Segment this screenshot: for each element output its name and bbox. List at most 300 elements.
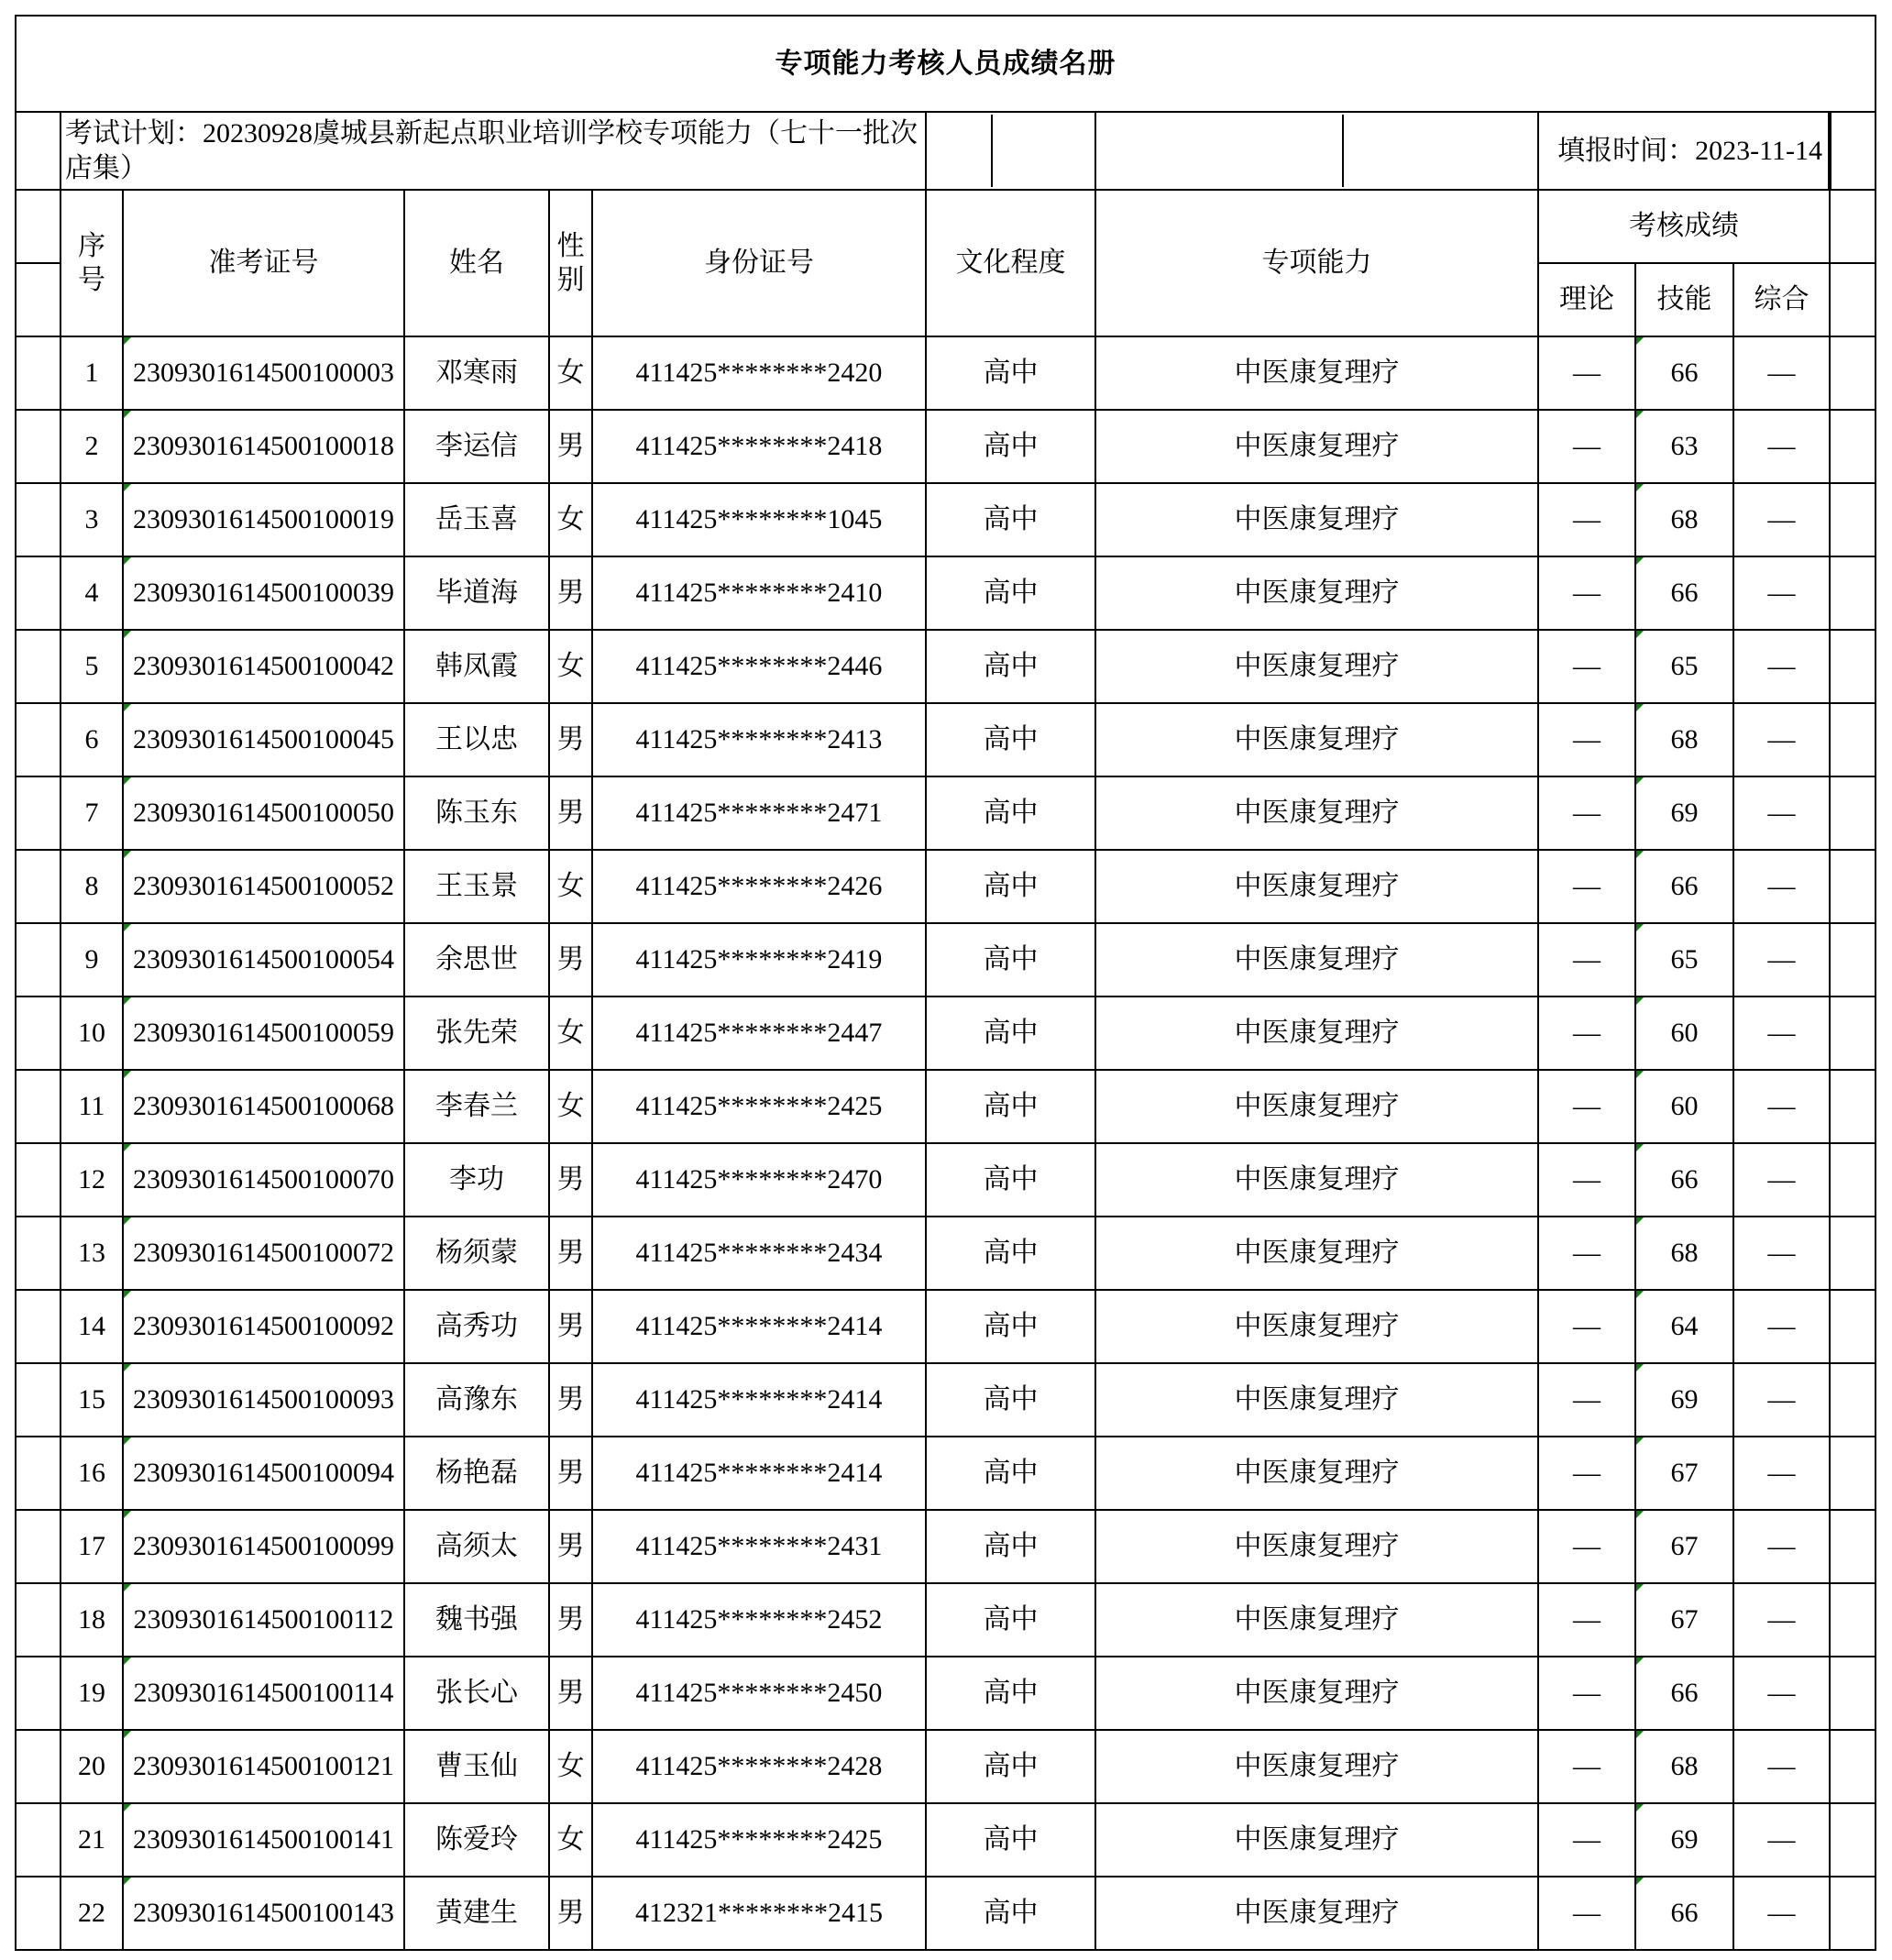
cell-id-number[interactable]: 411425********2447 — [592, 997, 926, 1070]
blank-cell[interactable] — [1830, 776, 1876, 850]
table-body — [16, 336, 1876, 1950]
cell-gender[interactable]: 女 — [549, 1070, 592, 1143]
blank-cell[interactable] — [16, 1803, 60, 1877]
cell-exam-id[interactable]: 2309301614500100042 — [123, 630, 404, 703]
cell-overall[interactable]: — — [1733, 850, 1830, 923]
cell-name[interactable]: 岳玉喜 — [404, 483, 549, 556]
blank-cell[interactable] — [1830, 1877, 1876, 1950]
cell-overall[interactable]: — — [1733, 923, 1830, 997]
cell-exam-id[interactable]: 2309301614500100099 — [123, 1510, 404, 1583]
blank-cell[interactable] — [16, 997, 60, 1070]
cell-name[interactable]: 余思世 — [404, 923, 549, 997]
blank-cell[interactable] — [16, 190, 60, 263]
cell-education[interactable]: 高中 — [926, 1363, 1095, 1437]
blank-cell[interactable] — [1830, 336, 1876, 410]
blank-cell[interactable] — [1830, 630, 1876, 703]
cell-skill[interactable]: 67 — [1635, 1583, 1733, 1657]
blank-cell[interactable] — [1830, 923, 1876, 997]
cell-theory[interactable]: — — [1538, 1437, 1635, 1510]
blank-cell[interactable] — [16, 1363, 60, 1437]
cell-specialty[interactable]: 中医康复理疗 — [1095, 1290, 1538, 1363]
cell-education[interactable]: 高中 — [926, 703, 1095, 776]
cell-id-number[interactable]: 411425********2431 — [592, 1510, 926, 1583]
cell-id-number[interactable]: 411425********2414 — [592, 1290, 926, 1363]
blank-cell[interactable] — [1830, 410, 1876, 483]
cell-theory[interactable]: — — [1538, 776, 1635, 850]
cell-education[interactable]: 高中 — [926, 1437, 1095, 1510]
cell-skill[interactable]: 69 — [1635, 1803, 1733, 1877]
cell-specialty[interactable]: 中医康复理疗 — [1095, 410, 1538, 483]
cell-education[interactable]: 高中 — [926, 630, 1095, 703]
cell-seq[interactable]: 17 — [60, 1510, 123, 1583]
cell-seq[interactable]: 20 — [60, 1730, 123, 1803]
cell-theory[interactable]: — — [1538, 997, 1635, 1070]
blank-cell[interactable] — [1830, 1437, 1876, 1510]
cell-specialty[interactable]: 中医康复理疗 — [1095, 1583, 1538, 1657]
cell-exam-id[interactable]: 2309301614500100059 — [123, 997, 404, 1070]
blank-cell[interactable] — [16, 336, 60, 410]
cell-overall[interactable]: — — [1733, 1730, 1830, 1803]
table-row — [16, 1583, 1876, 1657]
cell-name[interactable]: 王玉景 — [404, 850, 549, 923]
cell-overall[interactable]: — — [1733, 997, 1830, 1070]
cell-exam-id[interactable]: 2309301614500100045 — [123, 703, 404, 776]
cell-seq[interactable]: 7 — [60, 776, 123, 850]
blank-cell[interactable] — [16, 1143, 60, 1217]
header-seq-line2: 号 — [78, 265, 105, 295]
cell-id-number[interactable]: 411425********2418 — [592, 410, 926, 483]
cell-education[interactable]: 高中 — [926, 1730, 1095, 1803]
cell-education[interactable]: 高中 — [926, 1070, 1095, 1143]
cell-seq[interactable]: 21 — [60, 1803, 123, 1877]
cell-seq[interactable]: 18 — [60, 1583, 123, 1657]
table-row — [16, 556, 1876, 630]
cell-gender[interactable]: 男 — [549, 1877, 592, 1950]
cell-specialty[interactable]: 中医康复理疗 — [1095, 1877, 1538, 1950]
cell-exam-id[interactable]: 2309301614500100093 — [123, 1363, 404, 1437]
cell-theory[interactable]: — — [1538, 483, 1635, 556]
table-row — [16, 1437, 1876, 1510]
table-row — [16, 1143, 1876, 1217]
cell-name[interactable]: 张先荣 — [404, 997, 549, 1070]
cell-gender[interactable]: 女 — [549, 1803, 592, 1877]
cell-skill[interactable]: 63 — [1635, 410, 1733, 483]
cell-theory[interactable]: — — [1538, 1363, 1635, 1437]
cell-exam-id[interactable]: 2309301614500100143 — [123, 1877, 404, 1950]
cell-exam-id[interactable]: 2309301614500100121 — [123, 1730, 404, 1803]
header-gender-line1: 性 — [556, 230, 585, 261]
blank-cell[interactable] — [16, 410, 60, 483]
blank-cell[interactable] — [1830, 556, 1876, 630]
cell-skill[interactable]: 60 — [1635, 1070, 1733, 1143]
cell-gender[interactable]: 男 — [549, 1510, 592, 1583]
cell-education[interactable]: 高中 — [926, 923, 1095, 997]
cell-education[interactable]: 高中 — [926, 483, 1095, 556]
cell-specialty[interactable]: 中医康复理疗 — [1095, 1510, 1538, 1583]
cell-skill[interactable]: 66 — [1635, 850, 1733, 923]
cell-education[interactable]: 高中 — [926, 336, 1095, 410]
cell-specialty[interactable]: 中医康复理疗 — [1095, 483, 1538, 556]
cell-gender[interactable]: 男 — [549, 703, 592, 776]
blank-cell[interactable] — [1830, 483, 1876, 556]
cell-gender[interactable]: 男 — [549, 1143, 592, 1217]
cell-exam-id[interactable]: 2309301614500100070 — [123, 1143, 404, 1217]
cell-theory[interactable]: — — [1538, 1510, 1635, 1583]
blank-cell[interactable] — [1830, 263, 1876, 336]
cell-name[interactable]: 杨艳磊 — [404, 1437, 549, 1510]
cell-overall[interactable]: — — [1733, 1363, 1830, 1437]
cell-id-number[interactable]: 411425********1045 — [592, 483, 926, 556]
cell-theory[interactable]: — — [1538, 1290, 1635, 1363]
cell-seq[interactable]: 8 — [60, 850, 123, 923]
blank-cell[interactable] — [1830, 1070, 1876, 1143]
cell-id-number[interactable]: 411425********2426 — [592, 850, 926, 923]
header-theory: 理论 — [1538, 263, 1635, 336]
cell-id-number[interactable]: 411425********2425 — [592, 1070, 926, 1143]
table-row — [16, 1290, 1876, 1363]
cell-skill[interactable]: 66 — [1635, 1143, 1733, 1217]
blank-cell[interactable] — [16, 483, 60, 556]
blank-cell[interactable] — [16, 630, 60, 703]
cell-skill[interactable]: 68 — [1635, 1217, 1733, 1290]
cell-exam-id[interactable]: 2309301614500100003 — [123, 336, 404, 410]
cell-skill[interactable]: 66 — [1635, 336, 1733, 410]
cell-name[interactable]: 高秀功 — [404, 1290, 549, 1363]
header-scores-group: 考核成绩 — [1538, 190, 1830, 263]
cell-gender[interactable]: 男 — [549, 410, 592, 483]
cell-seq[interactable]: 22 — [60, 1877, 123, 1950]
cell-exam-id[interactable]: 2309301614500100072 — [123, 1217, 404, 1290]
cell-education[interactable]: 高中 — [926, 776, 1095, 850]
blank-cell[interactable] — [16, 1657, 60, 1730]
blank-cell[interactable] — [1830, 1290, 1876, 1363]
blank-cell[interactable] — [16, 1730, 60, 1803]
cell-seq[interactable]: 9 — [60, 923, 123, 997]
cell-overall[interactable]: — — [1733, 1657, 1830, 1730]
cell-overall[interactable]: — — [1733, 1583, 1830, 1657]
cell-specialty[interactable]: 中医康复理疗 — [1095, 1437, 1538, 1510]
cell-skill[interactable]: 66 — [1635, 556, 1733, 630]
blank-cell[interactable] — [16, 1437, 60, 1510]
blank-cell[interactable] — [1830, 1363, 1876, 1437]
blank-cell[interactable] — [1830, 1657, 1876, 1730]
cell-overall[interactable]: — — [1733, 1143, 1830, 1217]
cell-seq[interactable]: 6 — [60, 703, 123, 776]
cell-seq[interactable]: 10 — [60, 997, 123, 1070]
blank-cell[interactable] — [1830, 190, 1876, 263]
blank-cell[interactable] — [16, 263, 60, 336]
cell-seq[interactable]: 5 — [60, 630, 123, 703]
cell-exam-id[interactable]: 2309301614500100054 — [123, 923, 404, 997]
cell-seq[interactable]: 16 — [60, 1437, 123, 1510]
cell-specialty[interactable]: 中医康复理疗 — [1095, 997, 1538, 1070]
cell-id-number[interactable]: 411425********2413 — [592, 703, 926, 776]
cell-theory[interactable]: — — [1538, 703, 1635, 776]
header-skill: 技能 — [1635, 263, 1733, 336]
blank-cell[interactable] — [1830, 1217, 1876, 1290]
document-title: 专项能力考核人员成绩名册 — [16, 16, 1876, 112]
cell-education[interactable]: 高中 — [926, 1217, 1095, 1290]
cell-skill[interactable]: 67 — [1635, 1437, 1733, 1510]
cell-skill[interactable]: 66 — [1635, 1657, 1733, 1730]
cell-seq[interactable]: 15 — [60, 1363, 123, 1437]
header-seq-line1: 序 — [78, 230, 105, 261]
blank-cell[interactable] — [16, 1070, 60, 1143]
blank-cell[interactable] — [926, 112, 1095, 190]
cell-specialty[interactable]: 中医康复理疗 — [1095, 1070, 1538, 1143]
cell-education[interactable]: 高中 — [926, 556, 1095, 630]
cell-gender[interactable]: 女 — [549, 1730, 592, 1803]
cell-id-number[interactable]: 411425********2420 — [592, 336, 926, 410]
cell-overall[interactable]: — — [1733, 483, 1830, 556]
cell-seq[interactable]: 12 — [60, 1143, 123, 1217]
cell-exam-id[interactable]: 2309301614500100114 — [123, 1657, 404, 1730]
cell-skill[interactable]: 64 — [1635, 1290, 1733, 1363]
cell-name[interactable]: 陈爱玲 — [404, 1803, 549, 1877]
cell-exam-id[interactable]: 2309301614500100050 — [123, 776, 404, 850]
cell-theory[interactable]: — — [1538, 1657, 1635, 1730]
cell-gender[interactable]: 男 — [549, 1437, 592, 1510]
cell-theory[interactable]: — — [1538, 1803, 1635, 1877]
cell-gender[interactable]: 女 — [549, 483, 592, 556]
blank-cell[interactable] — [1830, 1583, 1876, 1657]
cell-specialty[interactable]: 中医康复理疗 — [1095, 336, 1538, 410]
cell-education[interactable]: 高中 — [926, 1657, 1095, 1730]
blank-cell[interactable] — [1830, 1803, 1876, 1877]
cell-theory[interactable]: — — [1538, 630, 1635, 703]
cell-id-number[interactable]: 411425********2470 — [592, 1143, 926, 1217]
cell-id-number[interactable]: 411425********2434 — [592, 1217, 926, 1290]
blank-cell[interactable] — [16, 850, 60, 923]
blank-cell[interactable] — [16, 1290, 60, 1363]
cell-skill[interactable]: 68 — [1635, 483, 1733, 556]
cell-specialty[interactable]: 中医康复理疗 — [1095, 1657, 1538, 1730]
cell-skill[interactable]: 68 — [1635, 703, 1733, 776]
cell-name[interactable]: 王以忠 — [404, 703, 549, 776]
cell-gender[interactable]: 女 — [549, 630, 592, 703]
header-education: 文化程度 — [926, 190, 1095, 336]
table-row — [16, 1657, 1876, 1730]
cell-gender[interactable]: 男 — [549, 1657, 592, 1730]
blank-cell[interactable] — [16, 703, 60, 776]
cell-specialty[interactable]: 中医康复理疗 — [1095, 556, 1538, 630]
cell-overall[interactable]: — — [1733, 1437, 1830, 1510]
cell-specialty[interactable]: 中医康复理疗 — [1095, 1803, 1538, 1877]
info-row — [16, 112, 1876, 190]
blank-cell[interactable] — [16, 1877, 60, 1950]
cell-education[interactable]: 高中 — [926, 1143, 1095, 1217]
cell-name[interactable]: 魏书强 — [404, 1583, 549, 1657]
cell-exam-id[interactable]: 2309301614500100019 — [123, 483, 404, 556]
cell-exam-id[interactable]: 2309301614500100094 — [123, 1437, 404, 1510]
cell-seq[interactable]: 19 — [60, 1657, 123, 1730]
cell-overall[interactable]: — — [1733, 556, 1830, 630]
cell-gender[interactable]: 女 — [549, 997, 592, 1070]
cell-name[interactable]: 李春兰 — [404, 1070, 549, 1143]
cell-name[interactable]: 高须太 — [404, 1510, 549, 1583]
cell-id-number[interactable]: 411425********2419 — [592, 923, 926, 997]
exam-plan[interactable]: 考试计划：20230928虞城县新起点职业培训学校专项能力（七十一批次店集） — [60, 112, 926, 190]
cell-skill[interactable]: 65 — [1635, 630, 1733, 703]
cell-theory[interactable]: — — [1538, 556, 1635, 630]
blank-cell[interactable] — [1830, 703, 1876, 776]
cell-education[interactable]: 高中 — [926, 1510, 1095, 1583]
cell-education[interactable]: 高中 — [926, 850, 1095, 923]
blank-cell[interactable] — [16, 923, 60, 997]
cell-gender[interactable]: 男 — [549, 1290, 592, 1363]
cell-education[interactable]: 高中 — [926, 1803, 1095, 1877]
cell-theory[interactable]: — — [1538, 336, 1635, 410]
cell-specialty[interactable]: 中医康复理疗 — [1095, 1363, 1538, 1437]
cell-theory[interactable]: — — [1538, 923, 1635, 997]
cell-exam-id[interactable]: 2309301614500100039 — [123, 556, 404, 630]
blank-cell[interactable] — [16, 556, 60, 630]
cell-seq[interactable]: 11 — [60, 1070, 123, 1143]
cell-gender[interactable]: 男 — [549, 923, 592, 997]
blank-cell[interactable] — [16, 1583, 60, 1657]
cell-specialty[interactable]: 中医康复理疗 — [1095, 776, 1538, 850]
cell-id-number[interactable]: 411425********2446 — [592, 630, 926, 703]
score-roster-table — [15, 15, 1876, 1951]
cell-gender[interactable]: 男 — [549, 556, 592, 630]
cell-seq[interactable]: 3 — [60, 483, 123, 556]
cell-name[interactable]: 杨须蒙 — [404, 1217, 549, 1290]
cell-theory[interactable]: — — [1538, 1583, 1635, 1657]
cell-overall[interactable]: — — [1733, 1290, 1830, 1363]
cell-exam-id[interactable]: 2309301614500100052 — [123, 850, 404, 923]
cell-id-number[interactable]: 411425********2428 — [592, 1730, 926, 1803]
cell-id-number[interactable]: 412321********2415 — [592, 1877, 926, 1950]
cell-seq[interactable]: 2 — [60, 410, 123, 483]
cell-id-number[interactable]: 411425********2471 — [592, 776, 926, 850]
cell-name[interactable]: 高豫东 — [404, 1363, 549, 1437]
cell-name[interactable]: 李运信 — [404, 410, 549, 483]
header-id-number: 身份证号 — [592, 190, 926, 336]
cell-overall[interactable]: — — [1733, 1217, 1830, 1290]
cell-name[interactable]: 黄建生 — [404, 1877, 549, 1950]
cell-gender[interactable]: 男 — [549, 1583, 592, 1657]
cell-theory[interactable]: — — [1538, 1877, 1635, 1950]
blank-cell[interactable] — [16, 1217, 60, 1290]
cell-gender[interactable]: 女 — [549, 336, 592, 410]
blank-cell[interactable] — [1830, 1730, 1876, 1803]
cell-gender[interactable]: 女 — [549, 850, 592, 923]
cell-skill[interactable]: 60 — [1635, 997, 1733, 1070]
blank-cell[interactable] — [1830, 1143, 1876, 1217]
cell-education[interactable]: 高中 — [926, 997, 1095, 1070]
blank-cell[interactable] — [1830, 850, 1876, 923]
cell-theory[interactable]: — — [1538, 1143, 1635, 1217]
cell-theory[interactable]: — — [1538, 410, 1635, 483]
header-seq — [60, 190, 123, 336]
report-time[interactable]: 填报时间：2023-11-14 — [1538, 112, 1830, 190]
cell-skill[interactable]: 67 — [1635, 1510, 1733, 1583]
cell-overall[interactable]: — — [1733, 703, 1830, 776]
blank-cell[interactable] — [1830, 112, 1876, 190]
cell-education[interactable]: 高中 — [926, 1290, 1095, 1363]
cell-id-number[interactable]: 411425********2452 — [592, 1583, 926, 1657]
blank-cell[interactable] — [1095, 112, 1538, 190]
cell-theory[interactable]: — — [1538, 850, 1635, 923]
cell-exam-id[interactable]: 2309301614500100018 — [123, 410, 404, 483]
cell-seq[interactable]: 1 — [60, 336, 123, 410]
cell-overall[interactable]: — — [1733, 336, 1830, 410]
cell-overall[interactable]: — — [1733, 1803, 1830, 1877]
cell-seq[interactable]: 4 — [60, 556, 123, 630]
cell-specialty[interactable]: 中医康复理疗 — [1095, 923, 1538, 997]
cell-id-number[interactable]: 411425********2414 — [592, 1437, 926, 1510]
cell-skill[interactable]: 66 — [1635, 1877, 1733, 1950]
table-row — [16, 1510, 1876, 1583]
cell-specialty[interactable]: 中医康复理疗 — [1095, 703, 1538, 776]
cell-exam-id[interactable]: 2309301614500100112 — [123, 1583, 404, 1657]
cell-education[interactable]: 高中 — [926, 1877, 1095, 1950]
cell-name[interactable]: 韩凤霞 — [404, 630, 549, 703]
cell-theory[interactable]: — — [1538, 1730, 1635, 1803]
cell-exam-id[interactable]: 2309301614500100092 — [123, 1290, 404, 1363]
cell-gender[interactable]: 男 — [549, 776, 592, 850]
cell-exam-id[interactable]: 2309301614500100141 — [123, 1803, 404, 1877]
cell-seq[interactable]: 14 — [60, 1290, 123, 1363]
cell-specialty[interactable]: 中医康复理疗 — [1095, 1143, 1538, 1217]
blank-subcell[interactable] — [993, 115, 1094, 187]
blank-cell[interactable] — [16, 1510, 60, 1583]
cell-overall[interactable]: — — [1733, 1070, 1830, 1143]
cell-name[interactable]: 陈玉东 — [404, 776, 549, 850]
cell-skill[interactable]: 69 — [1635, 776, 1733, 850]
cell-skill[interactable]: 69 — [1635, 1363, 1733, 1437]
cell-id-number[interactable]: 411425********2410 — [592, 556, 926, 630]
cell-name[interactable]: 曹玉仙 — [404, 1730, 549, 1803]
blank-cell[interactable] — [16, 776, 60, 850]
cell-id-number[interactable]: 411425********2450 — [592, 1657, 926, 1730]
blank-subcell[interactable] — [1096, 115, 1344, 187]
cell-id-number[interactable]: 411425********2414 — [592, 1363, 926, 1437]
cell-theory[interactable]: — — [1538, 1217, 1635, 1290]
cell-specialty[interactable]: 中医康复理疗 — [1095, 630, 1538, 703]
cell-overall[interactable]: — — [1733, 1877, 1830, 1950]
cell-id-number[interactable]: 411425********2425 — [592, 1803, 926, 1877]
cell-name[interactable]: 邓寒雨 — [404, 336, 549, 410]
cell-exam-id[interactable]: 2309301614500100068 — [123, 1070, 404, 1143]
cell-skill[interactable]: 65 — [1635, 923, 1733, 997]
blank-cell[interactable] — [1830, 997, 1876, 1070]
cell-specialty[interactable]: 中医康复理疗 — [1095, 1217, 1538, 1290]
table-row — [16, 1070, 1876, 1143]
cell-theory[interactable]: — — [1538, 1070, 1635, 1143]
cell-skill[interactable]: 68 — [1635, 1730, 1733, 1803]
cell-overall[interactable]: — — [1733, 630, 1830, 703]
cell-gender[interactable]: 男 — [549, 1217, 592, 1290]
cell-education[interactable]: 高中 — [926, 410, 1095, 483]
table-row — [16, 336, 1876, 410]
cell-specialty[interactable]: 中医康复理疗 — [1095, 850, 1538, 923]
cell-overall[interactable]: — — [1733, 410, 1830, 483]
cell-overall[interactable]: — — [1733, 776, 1830, 850]
cell-specialty[interactable]: 中医康复理疗 — [1095, 1730, 1538, 1803]
blank-cell[interactable] — [16, 112, 60, 190]
cell-name[interactable]: 李功 — [404, 1143, 549, 1217]
cell-name[interactable]: 毕道海 — [404, 556, 549, 630]
cell-name[interactable]: 张长心 — [404, 1657, 549, 1730]
cell-seq[interactable]: 13 — [60, 1217, 123, 1290]
cell-education[interactable]: 高中 — [926, 1583, 1095, 1657]
blank-subcell[interactable] — [927, 115, 993, 187]
blank-cell[interactable] — [1830, 1510, 1876, 1583]
cell-overall[interactable]: — — [1733, 1510, 1830, 1583]
cell-gender[interactable]: 男 — [549, 1363, 592, 1437]
table-row — [16, 1877, 1876, 1950]
